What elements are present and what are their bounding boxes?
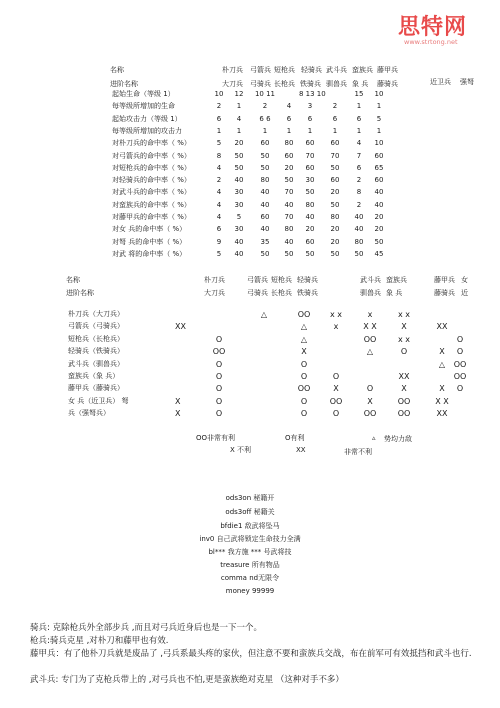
stat-cell: 10	[374, 139, 384, 148]
stat-cell: 70	[284, 188, 294, 197]
stat-row-label: 起始生命（等级 1）	[112, 90, 175, 98]
stat-cell: 70	[284, 213, 294, 221]
t2-unit-top-1: 弓箭兵	[247, 276, 268, 284]
note-paragraph: 骑兵: 克除枪兵外全部步兵 ,而且对弓兵近身后也是一下一个。	[30, 623, 262, 633]
stat-cell: 20	[234, 139, 244, 148]
t2-unit-top-4: 武斗兵	[360, 276, 381, 284]
matchup-row-label: 朴刀兵（大刀兵）	[68, 310, 124, 318]
stat-cell: 6	[356, 163, 362, 172]
stat-cell: 30	[234, 200, 244, 209]
t1-unit-top-4: 武斗兵	[326, 66, 347, 74]
matchup-cell: △	[300, 334, 308, 344]
stat-cell: 40	[305, 213, 315, 221]
legend-very-unfavorable-mark: XX	[296, 446, 306, 454]
stat-cell: 20	[305, 225, 315, 234]
stat-cell: 2	[332, 102, 338, 111]
stat-cell: 50	[260, 151, 270, 160]
stat-cell: 60	[330, 176, 340, 185]
matchup-cell: OO	[363, 409, 377, 419]
stat-cell: 50	[260, 249, 270, 258]
matchup-row-label: 武斗兵（驯兽兵）	[68, 359, 124, 368]
stat-cell: 60	[260, 139, 270, 148]
stat-cell: 80	[305, 200, 315, 209]
t1-unit-top-5: 蛮族兵	[352, 66, 373, 74]
stat-cell: 5	[236, 213, 242, 221]
matchup-lead-mark: XX	[175, 322, 186, 332]
stat-cell: 40	[234, 237, 244, 246]
legend-favorable: O有利	[285, 434, 305, 442]
legend-unfavorable: X 不利	[230, 446, 252, 454]
matchup-row-label: 蛮族兵（象 兵）	[68, 372, 120, 380]
stat-cell: 4	[216, 163, 222, 172]
t2-unit-bot-6: 藤骑兵	[434, 289, 455, 297]
matchup-cell: X	[439, 347, 445, 357]
stat-row-label: 每等级所增加的攻击力	[112, 126, 182, 135]
matchup-cell: x x	[329, 310, 342, 319]
stat-cell: 40	[354, 225, 364, 234]
stat-cell: 40	[260, 188, 270, 197]
matchup-cell: x x	[397, 334, 410, 344]
matchup-cell: X	[301, 347, 307, 357]
stat-cell: 40	[234, 176, 244, 185]
legend-very-favorable: OO非常有利	[196, 434, 236, 442]
watermark-logo: 思特网	[398, 15, 468, 40]
stat-cell: 50	[234, 163, 244, 172]
stat-cell: 6	[307, 114, 313, 123]
stat-cell: 50	[305, 188, 315, 197]
note-paragraph: 枪兵:骑兵克星 ,对朴刀和藤甲也有效.	[30, 636, 169, 646]
matchup-cell: OO	[453, 372, 467, 381]
t2-unit-top-7: 女	[461, 276, 468, 284]
matchup-row-label: 短枪兵（长枪兵）	[68, 334, 124, 343]
stat-cell: 60	[374, 151, 384, 160]
matchup-cell: X X	[363, 322, 377, 332]
cheat-line: bl*** 我方施 *** 号武将技	[208, 548, 292, 556]
stat-row-label: 对弩 兵的命中率（ %）	[112, 237, 187, 246]
matchup-cell: X	[367, 396, 373, 406]
stat-cell: 1	[376, 126, 382, 135]
stat-cell: 1	[286, 126, 292, 135]
stat-cell: 20	[330, 225, 340, 234]
stat-cell: 50	[260, 163, 270, 172]
stat-cell: 80	[354, 237, 364, 246]
matchup-cell: OO	[329, 396, 343, 406]
matchup-cell: O	[215, 372, 223, 381]
t1-unit-bot-5: 象 兵	[352, 80, 369, 88]
matchup-cell: x	[367, 310, 373, 319]
stat-cell: 2	[216, 176, 222, 185]
stat-cell: 65	[374, 163, 384, 172]
t1-unit-bot-0: 大刀兵	[222, 80, 243, 88]
t2-unit-top-3: 轻骑兵	[297, 276, 318, 284]
t1-unit-top-1: 弓箭兵	[250, 66, 271, 74]
stat-cell: 1	[356, 102, 362, 111]
table2-name-label: 名称	[66, 276, 80, 284]
stat-cell: 2	[262, 102, 268, 111]
stat-cell: 60	[284, 151, 294, 160]
stat-cell: 1	[332, 126, 338, 135]
legend-even-icon: ▵	[372, 434, 376, 442]
stat-cell: 60	[330, 139, 340, 148]
t2-unit-bot-4: 驯兽兵	[360, 289, 381, 297]
matchup-cell: x	[333, 322, 339, 332]
stat-cell: 1	[262, 126, 268, 135]
table1-display-label: 进阶名称	[110, 80, 138, 88]
stat-cell: 70	[330, 151, 340, 160]
stat-cell: 60	[305, 237, 315, 246]
stat-cell: 1	[356, 126, 362, 135]
matchup-cell: X	[401, 384, 407, 394]
stat-cell: 40	[234, 249, 244, 258]
stat-cell: 40	[374, 188, 384, 197]
matchup-cell: X	[401, 322, 407, 332]
cheat-line: bfdie1 敌武将坠马	[220, 522, 280, 530]
note-paragraph: 武斗兵: 专门为了克枪兵带上的 ,对弓兵也不怕,更是蛮族绝对克星 （这种对手不多）	[30, 675, 344, 685]
t2-unit-top-5: 蛮族兵	[386, 276, 407, 284]
cheat-line: comma nd无限令	[220, 574, 280, 582]
stat-cell: 60	[305, 139, 315, 148]
matchup-cell: X	[333, 384, 339, 394]
matchup-row-label: 兵（强弩兵）	[68, 409, 110, 418]
stat-cell: 80	[284, 225, 294, 234]
t2-unit-bot-7: 近	[461, 289, 468, 297]
stat-cell: 50	[330, 249, 340, 258]
stat-row-label: 对藤甲兵的命中率（ %）	[112, 213, 191, 221]
matchup-cell: △	[260, 310, 268, 319]
t1-extra-header-0: 近卫兵	[430, 78, 451, 86]
stat-cell: 2	[356, 200, 362, 209]
stat-cell: 1	[307, 126, 313, 135]
stat-cell: 8	[216, 151, 222, 160]
stat-cell: 20	[284, 163, 294, 172]
matchup-cell: OO	[397, 409, 411, 419]
matchup-row-label: 轻骑兵（铁骑兵）	[68, 347, 124, 356]
matchup-cell: XX	[398, 372, 410, 381]
watermark-url: www.strtong.net	[404, 38, 458, 46]
stat-cell: 35	[260, 237, 270, 246]
cheat-line: ods3on 秘籍开	[225, 494, 275, 502]
stat-cell: 7	[356, 151, 362, 160]
stat-row-label: 每等级所增加的生命	[112, 102, 175, 111]
stat-cell: 50	[284, 249, 294, 258]
matchup-cell: OO	[453, 359, 467, 369]
stat-cell: 4	[286, 102, 292, 111]
t1-extra-header-1: 强弩	[460, 78, 474, 86]
stat-cell: 4	[216, 188, 222, 197]
stat-row-label: 对武斗兵的命中率（ %）	[112, 188, 191, 197]
stat-cell: 5	[216, 249, 222, 258]
matchup-cell: X	[439, 384, 445, 394]
table1-name-label: 名称	[110, 66, 124, 74]
matchup-cell: XX	[436, 409, 448, 419]
matchup-cell: x x	[397, 310, 410, 319]
matchup-cell: O	[366, 384, 374, 394]
stat-cell: 40	[374, 200, 384, 209]
matchup-cell: O	[300, 359, 308, 369]
stat-cell: 20	[374, 213, 384, 221]
cheat-line: treasure 所有物品	[220, 561, 280, 569]
stat-cell: 30	[305, 176, 315, 185]
t1-unit-top-0: 朴刀兵	[222, 66, 243, 74]
t1-unit-bot-2: 长枪兵	[274, 80, 295, 88]
stat-cell: 1	[236, 126, 242, 135]
stat-cell: 20	[330, 237, 340, 246]
stat-cell: 20	[374, 225, 384, 234]
stat-cell: 10 11	[254, 90, 276, 98]
stat-cell: 6	[332, 114, 338, 123]
t2-unit-bot-2: 长枪兵	[271, 289, 292, 297]
stat-cell: 5	[376, 114, 382, 123]
matchup-cell: O	[456, 347, 464, 357]
t2-unit-top-6: 藤甲兵	[434, 276, 455, 284]
stat-cell: 40	[284, 237, 294, 246]
note-paragraph: 藤甲兵：有了他朴刀兵就是废品了 ,弓兵系最头疼的家伙，但注意不要和蛮族兵交战，布在前军可有效抵挡和武斗也行.	[30, 649, 472, 659]
stat-cell: 1	[236, 102, 242, 111]
matchup-cell: O	[215, 334, 223, 344]
matchup-cell: O	[215, 359, 223, 369]
stat-row-label: 对女 兵的命中率（ %）	[112, 225, 187, 234]
matchup-cell: O	[215, 396, 223, 406]
stat-cell: 5	[216, 139, 222, 148]
stat-cell: 10	[374, 90, 384, 98]
stat-cell: 6	[216, 114, 222, 123]
stat-cell: 40	[284, 200, 294, 209]
matchup-cell: O	[215, 409, 223, 419]
cheat-line: inv0 自己武将锁定生命技力全满	[199, 535, 301, 543]
t1-unit-bot-3: 铁骑兵	[300, 80, 321, 88]
matchup-cell: △	[300, 322, 308, 332]
matchup-cell: O	[456, 384, 464, 394]
stat-row-label: 对朴刀兵的命中率（ %）	[112, 139, 191, 148]
stat-cell: 80	[330, 213, 340, 221]
matchup-cell: OO	[212, 347, 226, 357]
stat-cell: 50	[330, 200, 340, 209]
matchup-cell: XX	[436, 322, 448, 332]
matchup-cell: O	[300, 396, 308, 406]
matchup-cell: OO	[297, 384, 311, 394]
t1-unit-bot-1: 弓骑兵	[250, 80, 271, 88]
stat-cell: 40	[260, 200, 270, 209]
stat-cell: 12	[234, 90, 244, 98]
stat-cell: 2	[356, 176, 362, 185]
stat-cell: 10	[214, 90, 224, 98]
matchup-cell: X X	[435, 396, 449, 406]
matchup-cell: △	[438, 359, 446, 369]
stat-cell: 50	[234, 151, 244, 160]
stat-cell: 80	[284, 139, 294, 148]
matchup-cell: O	[215, 384, 223, 394]
stat-cell: 8	[356, 188, 362, 197]
stat-cell: 20	[330, 188, 340, 197]
stat-cell: 45	[374, 249, 384, 258]
stat-cell: 6	[286, 114, 292, 123]
stat-cell: 3	[307, 102, 313, 111]
stat-cell: 50	[330, 163, 340, 172]
t1-unit-top-3: 轻骑兵	[301, 66, 322, 74]
stat-cell: 50	[374, 237, 384, 246]
matchup-cell: O	[332, 372, 340, 381]
matchup-lead-mark: X	[175, 396, 181, 406]
t2-unit-top-2: 短枪兵	[271, 276, 292, 284]
t1-unit-bot-4: 驯兽兵	[326, 80, 347, 88]
stat-cell: 30	[234, 225, 244, 234]
stat-cell: 80	[260, 176, 270, 185]
matchup-cell: O	[456, 334, 464, 344]
matchup-cell: O	[332, 409, 340, 419]
legend-very-unfavorable: 非常不利	[344, 448, 372, 456]
stat-row-label: 对蛮族兵的命中率（ %）	[112, 200, 191, 209]
table2-display-label: 进阶名称	[66, 289, 94, 297]
stat-cell: 4	[216, 213, 222, 221]
stat-cell: 50	[284, 176, 294, 185]
t2-unit-bot-3: 铁骑兵	[297, 289, 318, 297]
matchup-lead-mark: X	[175, 409, 181, 419]
cheat-line: money 99999	[225, 587, 275, 595]
stat-cell: 1	[376, 102, 382, 111]
stat-row-label: 对武 将的命中率（ %）	[112, 249, 187, 258]
t2-unit-bot-1: 弓骑兵	[247, 289, 268, 297]
matchup-cell: O	[300, 372, 308, 381]
t1-unit-top-6: 藤甲兵	[377, 66, 398, 74]
stat-cell: 8 13 10	[299, 90, 326, 98]
cheat-line: ods3off 秘籍关	[225, 508, 275, 516]
stat-cell: 40	[354, 213, 364, 221]
t1-unit-top-2: 短枪兵	[274, 66, 295, 74]
stat-cell: 50	[354, 249, 364, 258]
stat-cell: 6	[356, 114, 362, 123]
t2-unit-bot-0: 大刀兵	[204, 289, 225, 297]
stat-cell: 1	[216, 126, 222, 135]
stat-cell: 6	[216, 225, 222, 234]
stat-cell: 50	[305, 249, 315, 258]
stat-cell: 4	[216, 200, 222, 209]
matchup-cell: OO	[297, 310, 311, 319]
stat-cell: 70	[305, 151, 315, 160]
t2-unit-bot-5: 象 兵	[386, 289, 403, 297]
stat-row-label: 起始攻击力（等级 1）	[112, 114, 182, 123]
stat-cell: 4	[356, 139, 362, 148]
stat-cell: 40	[260, 225, 270, 234]
matchup-cell: OO	[397, 396, 411, 406]
matchup-cell: O	[400, 347, 408, 357]
stat-cell: 60	[374, 176, 384, 185]
stat-cell: 15	[354, 90, 364, 98]
stat-cell: 60	[260, 213, 270, 221]
stat-cell: 30	[234, 188, 244, 197]
stat-cell: 4	[236, 114, 242, 123]
matchup-row-label: 弓箭兵（弓骑兵）	[68, 322, 124, 331]
stat-cell: 60	[305, 163, 315, 172]
stat-cell: 2	[216, 102, 222, 111]
matchup-row-label: 女 兵（近卫兵） 弩	[68, 396, 129, 405]
legend-even: 势均力敌	[384, 435, 412, 443]
stat-cell: 6 6	[259, 114, 271, 123]
stat-row-label: 对轻骑兵的命中率（ %）	[112, 176, 191, 185]
matchup-row-label: 藤甲兵（藤骑兵）	[68, 384, 124, 393]
t2-unit-top-0: 朴刀兵	[204, 276, 225, 284]
t1-unit-bot-6: 藤骑兵	[377, 80, 398, 88]
stat-cell: 9	[216, 237, 222, 246]
stat-row-label: 对弓箭兵的命中率（ %）	[112, 151, 191, 160]
matchup-cell: △	[366, 347, 374, 357]
matchup-cell: OO	[363, 334, 377, 344]
matchup-cell: O	[300, 409, 308, 419]
stat-row-label: 对短枪兵的命中率（ %）	[112, 163, 191, 172]
